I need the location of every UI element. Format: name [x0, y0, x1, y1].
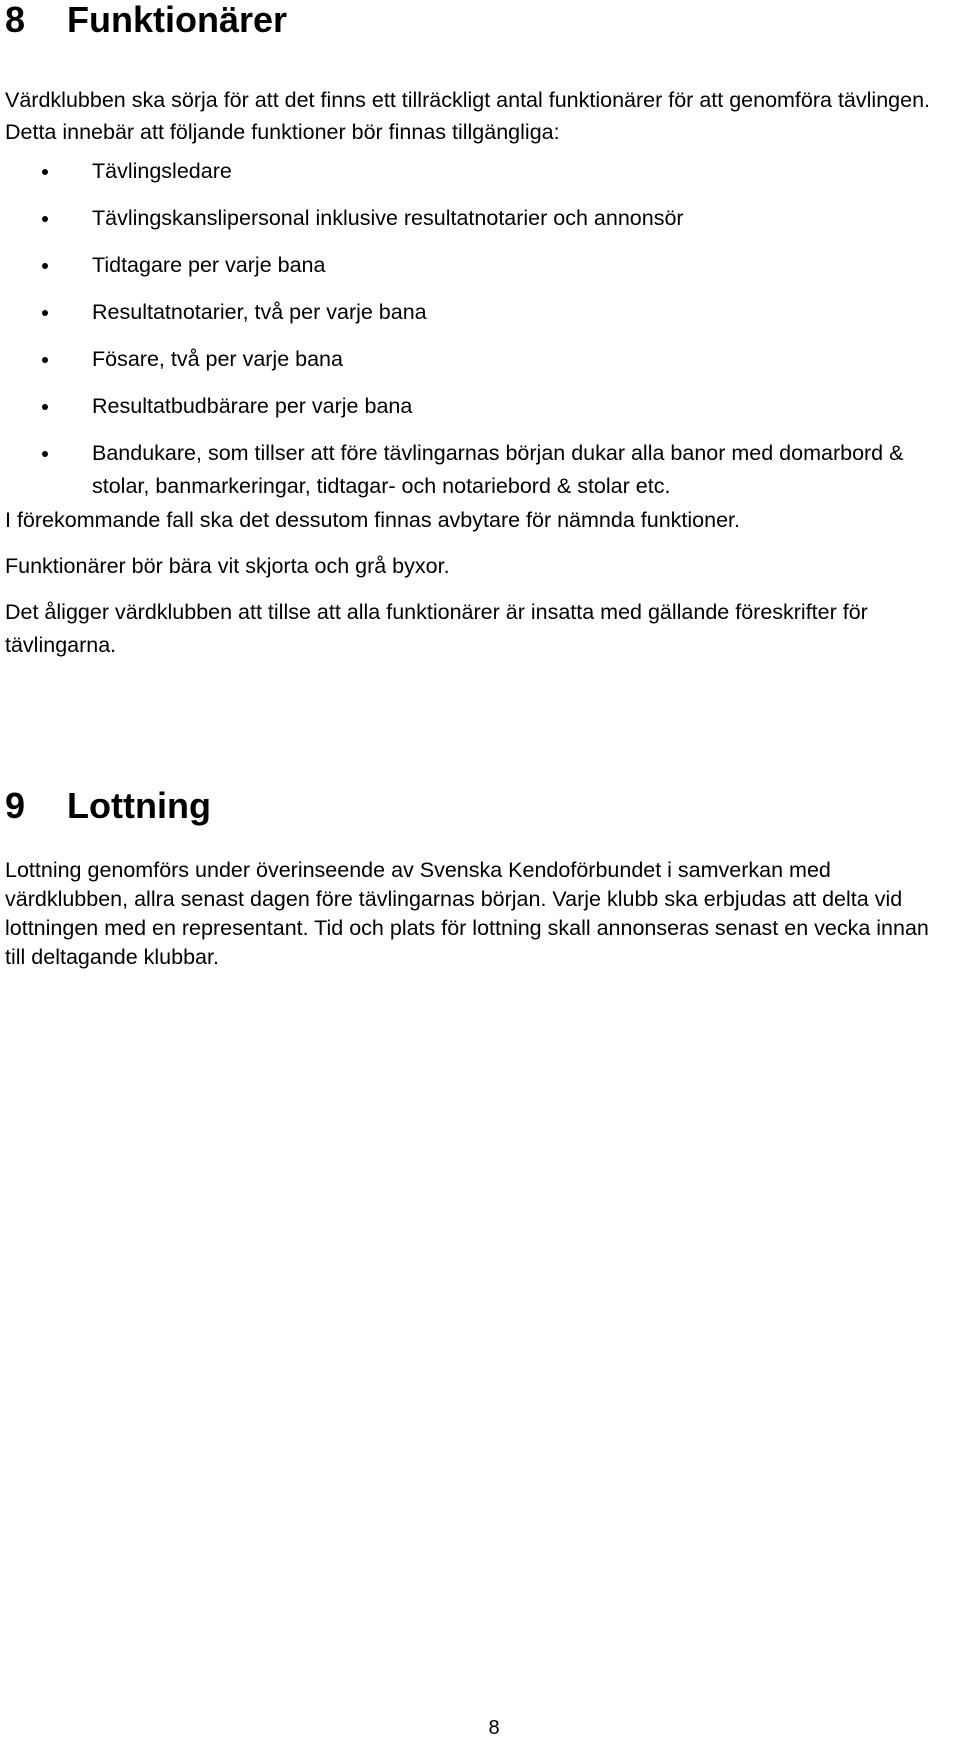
- list-item: [0, 390, 960, 423]
- bullet-icon: [42, 310, 48, 316]
- responsibility-paragraph: Det åligger värdklubben att tillse att alla funktionärer är insatta med gällande föreskrifter för tävlingarna.: [5, 600, 868, 657]
- list-item: [0, 202, 960, 235]
- list-item-text: Tävlingsledare: [92, 159, 232, 183]
- list-item-text: Fösare, två per varje bana: [92, 347, 343, 371]
- page-number: 8: [488, 1717, 500, 1739]
- bullet-icon: [42, 357, 48, 363]
- function-list: [0, 155, 960, 517]
- list-item: [0, 296, 960, 329]
- list-item-text: Resultatbudbärare per varje bana: [92, 394, 413, 418]
- list-item-text: Tidtagare per varje bana: [92, 253, 326, 277]
- section-8-number: 8: [5, 0, 26, 40]
- list-item: [0, 343, 960, 376]
- section-9-body: Lottning genomförs under överinseende av Svenska Kendoförbundet i samverkan med värdklubben, allra senast dagen före tävlingarnas början. Varje klubb ska erbjudas att delta vid lottningen med en representant. Tid och plats för lottning skall annonseras senast en vecka innan till deltagande klubbar.: [5, 858, 929, 969]
- list-item: [0, 249, 960, 282]
- section-8-title: Funktionärer: [67, 0, 288, 40]
- bullet-icon: [42, 263, 48, 269]
- bullet-icon: [42, 451, 48, 457]
- bullet-icon: [42, 169, 48, 175]
- section-9-heading: [5, 786, 211, 826]
- section-9-number: 9: [5, 785, 26, 826]
- section-9-title: Lottning: [67, 785, 211, 826]
- bullet-icon: [42, 404, 48, 410]
- list-item: [0, 437, 960, 503]
- list-item-text: Resultatnotarier, två per varje bana: [92, 300, 427, 324]
- section-8-intro: Värdklubben ska sörja för att det finns ett tillräckligt antal funktionärer för att genomföra tävlingen. Detta innebär att följande funktioner bör finnas tillgängliga:: [5, 88, 930, 144]
- list-item-text: Tävlingskanslipersonal inklusive resultatnotarier och annonsör: [92, 206, 684, 230]
- substitutes-paragraph: I förekommande fall ska det dessutom finnas avbytare för nämnda funktioner.: [5, 508, 740, 532]
- bullet-icon: [42, 216, 48, 222]
- dress-code-paragraph: Funktionärer bör bära vit skjorta och grå byxor.: [5, 554, 450, 578]
- section-8-heading: [5, 0, 287, 40]
- list-item: [0, 155, 960, 188]
- list-item-text: Bandukare, som tillser att före tävlingarnas början dukar alla banor med domarbord & stolar, banmarkeringar, tidtagar- och notariebord & stolar etc.: [92, 441, 904, 498]
